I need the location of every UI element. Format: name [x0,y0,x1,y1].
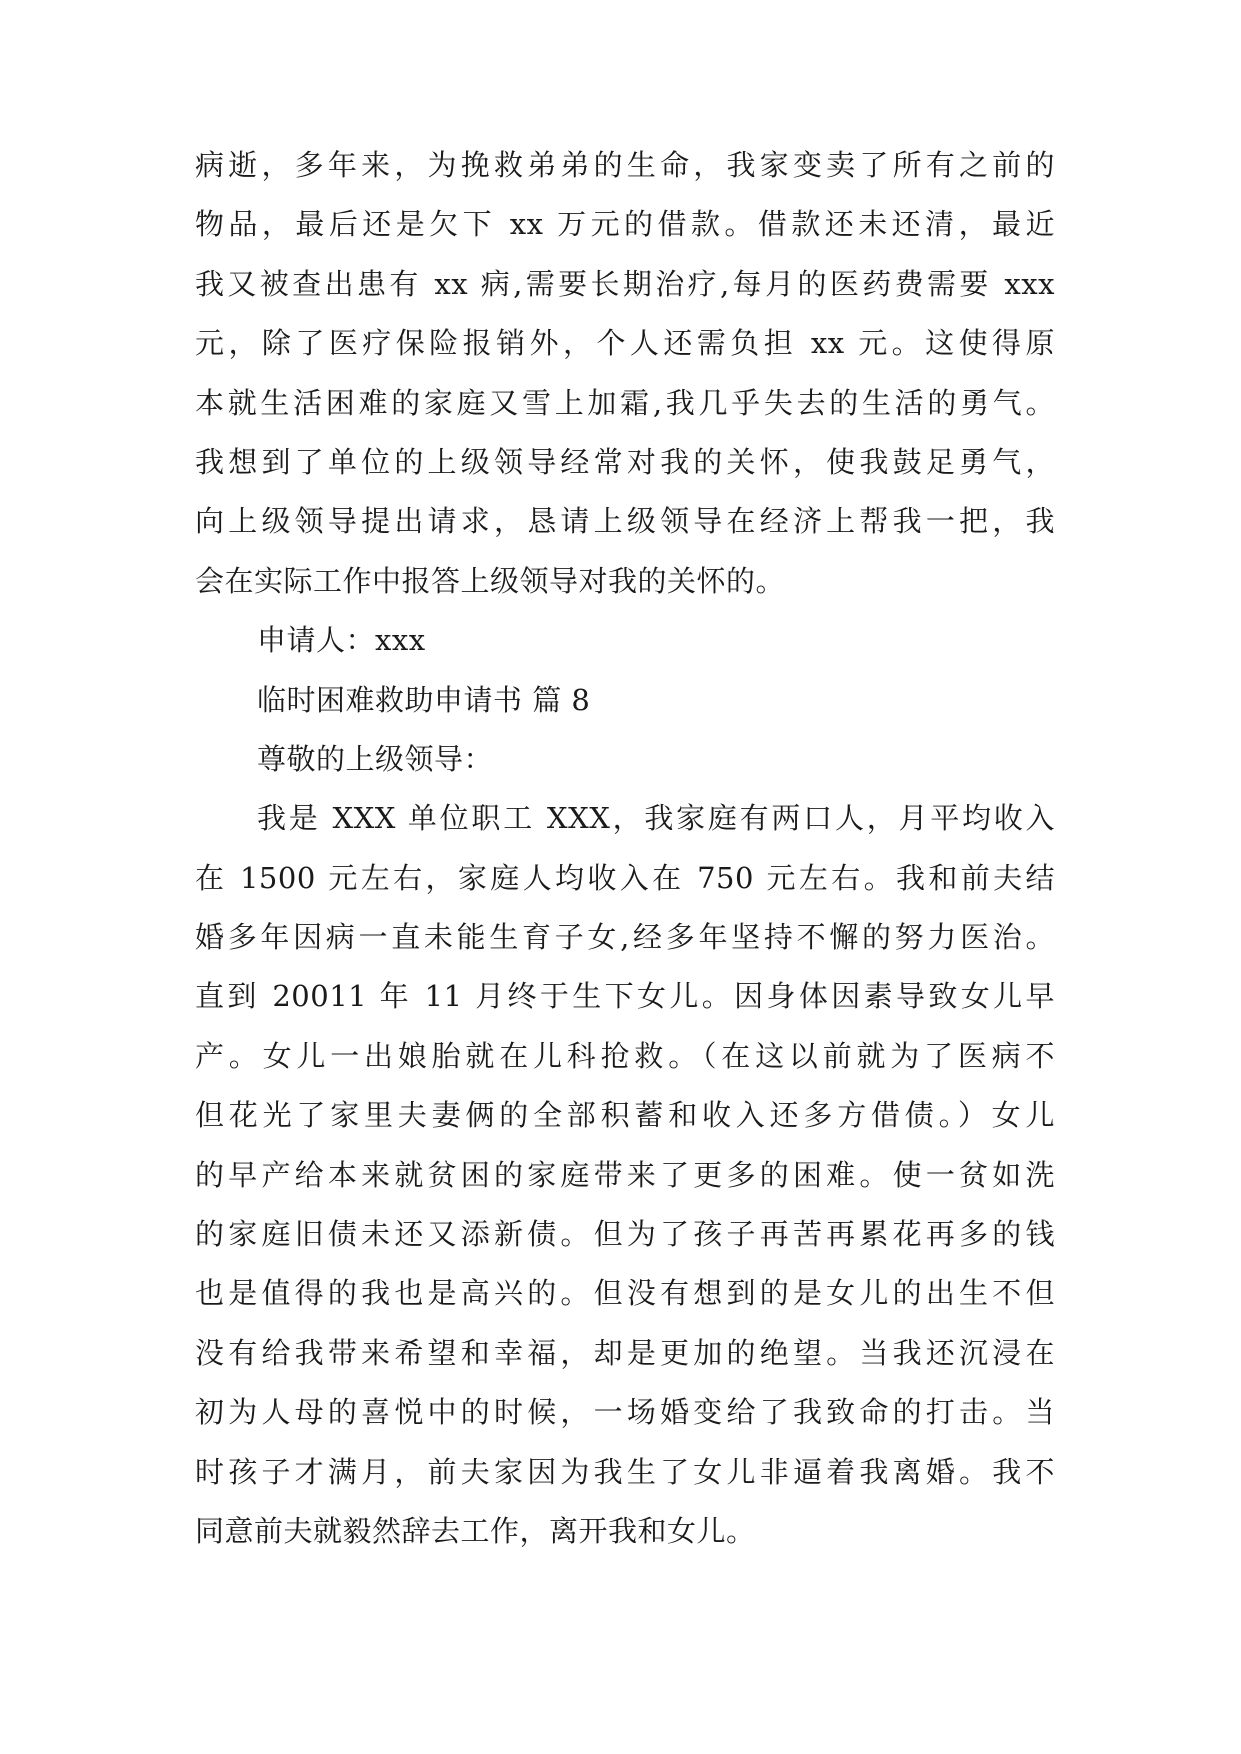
salutation: 尊敬的上级领导： [257,741,494,776]
paragraph-2-line: 的早产给本来就贫困的家庭带来了更多的困难。使一贫如洗 [195,1157,1055,1192]
paragraph-1-line: 本就生活困难的家庭又雪上加霜,我几乎失去的生活的勇气。 [195,385,1055,420]
document-body [195,136,1055,1561]
paragraph-2-line: 同意前夫就毅然辞去工作，离开我和女儿。 [195,1513,756,1548]
paragraph-1-line: 我又被查出患有 xx 病,需要长期治疗,每月的医药费需要 xxx [195,266,1055,301]
paragraph-2-line: 直到 20011 年 11 月终于生下女儿。因身体因素导致女儿早 [195,979,1055,1014]
paragraph-2-line: 产。女儿一出娘胎就在儿科抢救。（在这以前就为了医病不 [195,1038,1055,1073]
paragraph-1-line: 向上级领导提出请求，恳请上级领导在经济上帮我一把，我 [195,504,1055,539]
paragraph-1-line: 会在实际工作中报答上级领导对我的关怀的。 [195,563,786,598]
paragraph-2-line: 的家庭旧债未还又添新债。但为了孩子再苦再累花再多的钱 [195,1217,1055,1252]
paragraph-2-line: 但花光了家里夫妻俩的全部积蓄和收入还多方借债。）女儿 [195,1098,1055,1133]
paragraph-1-line: 我想到了单位的上级领导经常对我的关怀，使我鼓足勇气， [195,444,1055,479]
paragraph-1-line: 物品，最后还是欠下 xx 万元的借款。借款还未还清，最近 [195,207,1055,242]
paragraph-1-line: 元，除了医疗保险报销外，个人还需负担 xx 元。这使得原 [195,326,1055,361]
paragraph-2-line: 在 1500 元左右，家庭人均收入在 750 元左右。我和前夫结 [195,860,1055,895]
paragraph-1-line: 病逝，多年来，为挽救弟弟的生命，我家变卖了所有之前的 [195,148,1055,182]
paragraph-2-line: 婚多年因病一直未能生育子女,经多年坚持不懈的努力医治。 [195,920,1055,955]
paragraph-2-line: 我是 XXX 单位职工 XXX，我家庭有两口人，月平均收入 [257,801,1055,836]
section-title: 临时困难救助申请书 篇 8 [257,682,591,717]
paragraph-2-line: 初为人母的喜悦中的时候，一场婚变给了我致命的打击。当 [195,1395,1055,1430]
paragraph-2-line: 没有给我带来希望和幸福，却是更加的绝望。当我还沉浸在 [195,1335,1055,1370]
paragraph-2-line: 时孩子才满月，前夫家因为我生了女儿非逼着我离婚。我不 [195,1454,1055,1489]
applicant-line: 申请人：xxx [257,623,426,658]
paragraph-2-line: 也是值得的我也是高兴的。但没有想到的是女儿的出生不但 [195,1276,1055,1311]
